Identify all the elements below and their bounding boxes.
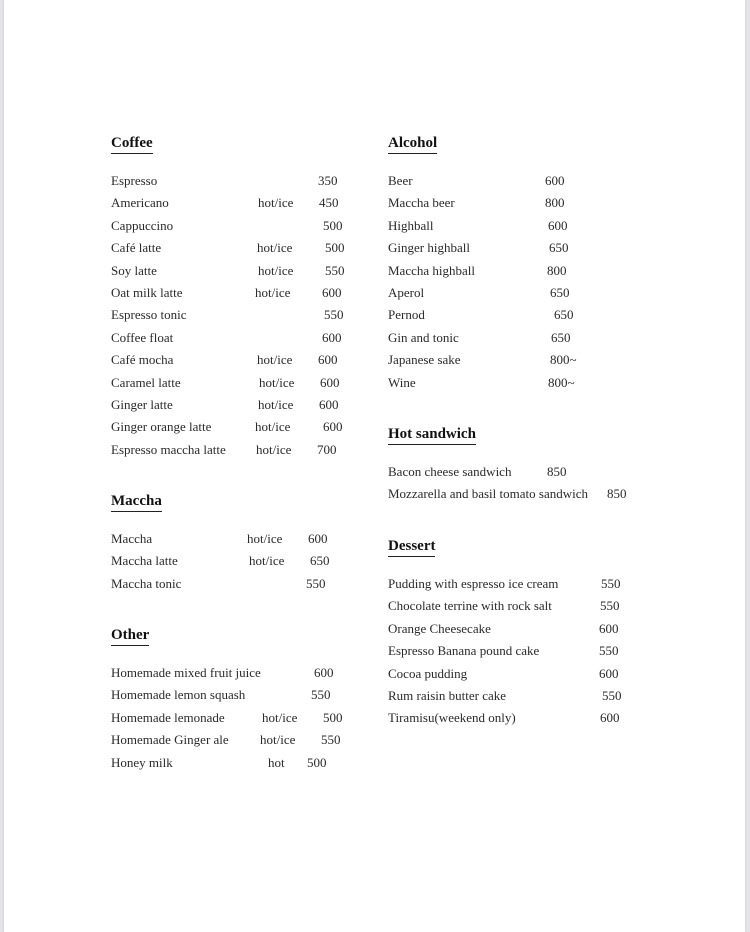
item-price: 600 [548, 217, 568, 233]
menu-item [111, 528, 371, 550]
item-price: 600 [545, 173, 565, 188]
menu-item [388, 192, 628, 214]
item-price: 600 [319, 396, 339, 412]
item-name: Soy latte [111, 262, 157, 278]
item-price: 850 [607, 486, 627, 502]
item-price: 600 [308, 531, 328, 546]
item-name: Oat milk latte [111, 284, 183, 300]
item-option: hot/ice [255, 284, 291, 300]
menu-item [388, 349, 628, 371]
item-name: Maccha tonic [111, 575, 182, 591]
item-name: Homemade Ginger ale [111, 732, 229, 748]
item-name: Chocolate terrine with rock salt [388, 598, 552, 614]
menu-item [111, 684, 371, 706]
item-option: hot/ice [262, 709, 298, 725]
menu-item [111, 170, 371, 192]
item-option: hot/ice [257, 352, 293, 368]
menu-item [111, 729, 371, 751]
item-price: 600 [600, 710, 620, 726]
item-price: 550 [600, 598, 620, 614]
item-price: 550 [306, 575, 326, 591]
menu-item [388, 170, 628, 192]
menu-item [388, 685, 648, 707]
item-option: hot/ice [255, 419, 291, 435]
item-name: Honey milk [111, 754, 173, 770]
item-name: Maccha highball [388, 262, 475, 278]
menu-item [388, 663, 648, 685]
item-price: 550 [601, 576, 621, 591]
menu-item [111, 304, 371, 326]
item-name: Rum raisin butter cake [388, 687, 507, 703]
item-option: hot/ice [247, 531, 283, 546]
item-option: hot/ice [249, 553, 285, 569]
menu-item [388, 237, 628, 259]
menu-item [111, 394, 371, 416]
menu-item [388, 707, 648, 729]
menu-item [388, 372, 628, 394]
item-option: hot/ice [259, 374, 295, 390]
item-name: Coffee float [111, 329, 174, 345]
item-name: Pudding with espresso ice cream [388, 576, 559, 591]
item-name: Gin and tonic [388, 329, 459, 345]
item-price: 650 [550, 284, 570, 300]
item-name: Homemade lemon squash [111, 687, 246, 703]
item-name: Café latte [111, 240, 162, 256]
item-name: Bacon cheese sandwich [388, 464, 512, 479]
item-name: Maccha [111, 531, 153, 546]
item-name: Ginger latte [111, 396, 173, 412]
item-price: 500 [307, 754, 327, 770]
item-price: 650 [554, 307, 574, 323]
item-option: hot/ice [258, 195, 294, 211]
item-price: 600 [314, 665, 334, 680]
item-name: Highball [388, 217, 434, 233]
item-name: Espresso tonic [111, 307, 187, 323]
menu-item [388, 215, 628, 237]
item-name: Cappuccino [111, 217, 174, 233]
item-name: Espresso maccha latte [111, 441, 226, 457]
item-name: Pernod [388, 307, 425, 323]
item-price: 500 [323, 217, 343, 233]
item-name: Mozzarella and basil tomato sandwich [388, 486, 588, 502]
item-price: 650 [310, 553, 330, 569]
menu-item [388, 304, 628, 326]
menu-item [388, 573, 648, 595]
menu-item [388, 282, 628, 304]
menu-item [111, 192, 371, 214]
menu-item [111, 752, 371, 774]
item-option: hot/ice [260, 732, 296, 748]
item-price: 550 [599, 643, 619, 659]
item-price: 500 [325, 240, 345, 256]
item-option: hot [268, 754, 285, 770]
item-price: 600 [323, 419, 343, 435]
section-title-maccha: Maccha [111, 493, 162, 512]
menu-item [388, 595, 648, 617]
item-name: Orange Cheesecake [388, 620, 491, 636]
item-name: Japanese sake [388, 352, 461, 368]
item-price: 450 [319, 195, 339, 211]
menu-item [111, 260, 371, 282]
menu-item [111, 349, 371, 371]
menu-item [388, 260, 628, 282]
section-dessert [388, 537, 648, 730]
section-title-alcohol: Alcohol [388, 135, 437, 154]
item-name: Maccha beer [388, 195, 455, 211]
item-price: 550 [311, 687, 331, 703]
section-alcohol [388, 134, 628, 394]
item-name: Aperol [388, 284, 425, 300]
item-price: 550 [324, 307, 344, 323]
item-name: Espresso [111, 173, 158, 188]
menu-item [111, 550, 371, 572]
menu-item [111, 282, 371, 304]
item-option: hot/ice [258, 396, 294, 412]
item-name: Tiramisu(weekend only) [388, 710, 516, 726]
item-name: Maccha latte [111, 553, 178, 569]
item-name: Caramel latte [111, 374, 181, 390]
item-price: 800 [547, 262, 567, 278]
menu-item [111, 215, 371, 237]
menu-item [388, 461, 668, 483]
section-title-hot-sandwich: Hot sandwich [388, 426, 476, 445]
menu-item [111, 327, 371, 349]
menu-item [111, 662, 371, 684]
item-price: 800 [545, 195, 565, 211]
section-coffee [111, 134, 371, 461]
item-price: 850 [547, 464, 567, 479]
item-price: 350 [318, 173, 338, 188]
menu-page [4, 0, 745, 932]
item-price: 800~ [548, 374, 575, 390]
item-option: hot/ice [256, 441, 292, 457]
item-name: Espresso Banana pound cake [388, 643, 540, 659]
section-title-other: Other [111, 627, 149, 646]
menu-item [111, 416, 371, 438]
item-name: Americano [111, 195, 169, 211]
item-name: Cocoa pudding [388, 665, 468, 681]
menu-item [388, 640, 648, 662]
menu-item [388, 327, 628, 349]
item-option: hot/ice [258, 262, 294, 278]
item-price: 600 [320, 374, 340, 390]
item-price: 700 [317, 441, 337, 457]
item-price: 550 [325, 262, 345, 278]
menu-item [111, 237, 371, 259]
item-price: 550 [321, 732, 341, 748]
item-name: Wine [388, 374, 416, 390]
item-price: 550 [602, 687, 622, 703]
item-name: Ginger orange latte [111, 419, 212, 435]
item-name: Homemade lemonade [111, 709, 225, 725]
menu-item [111, 439, 371, 461]
item-name: Homemade mixed fruit juice [111, 665, 261, 680]
menu-item [388, 483, 668, 505]
menu-item [111, 573, 371, 595]
menu-item [388, 618, 648, 640]
section-other [111, 626, 371, 774]
item-price: 600 [599, 665, 619, 681]
section-title-dessert: Dessert [388, 538, 435, 557]
item-price: 650 [549, 240, 569, 256]
menu-item [111, 707, 371, 729]
item-price: 650 [551, 329, 571, 345]
section-hot-sandwich [388, 425, 668, 506]
item-name: Ginger highball [388, 240, 470, 256]
section-maccha [111, 492, 371, 595]
menu-item [111, 372, 371, 394]
item-price: 600 [318, 352, 338, 368]
item-name: Café mocha [111, 352, 174, 368]
item-price: 500 [323, 709, 343, 725]
item-price: 600 [322, 329, 342, 345]
item-option: hot/ice [257, 240, 293, 256]
item-price: 600 [322, 284, 342, 300]
section-title-coffee: Coffee [111, 135, 153, 154]
item-name: Beer [388, 173, 413, 188]
item-price: 600 [599, 620, 619, 636]
item-price: 800~ [550, 352, 577, 368]
